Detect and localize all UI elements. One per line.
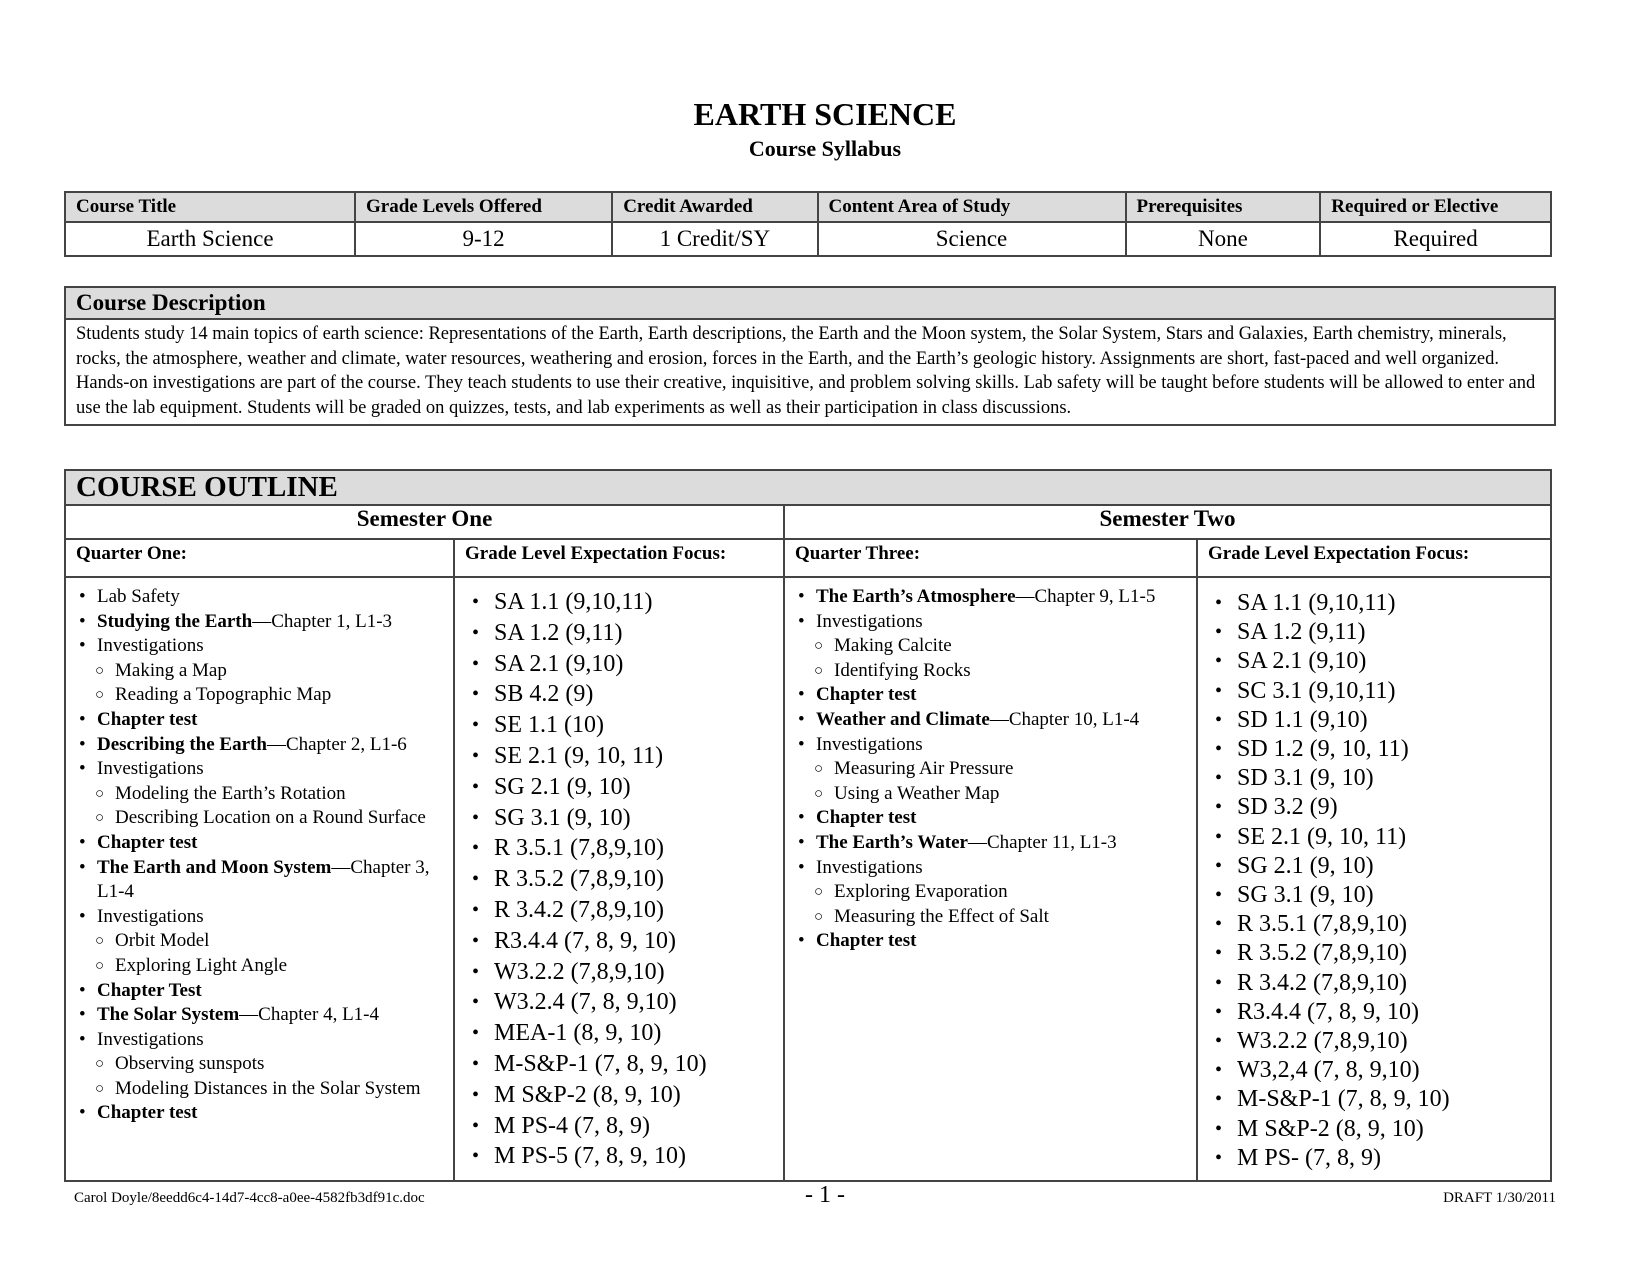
topic-item — [796, 929, 1195, 954]
course-info-value-row — [65, 222, 1551, 256]
gle-item: • SB 4.2 (9) — [466, 679, 782, 710]
quarter-three-heading: Quarter Three: — [784, 539, 1197, 577]
topic-title: Chapter test — [97, 1102, 198, 1124]
topic-subitem — [77, 782, 452, 807]
gle-item: • M S&P-2 (8, 9, 10) — [1209, 1115, 1549, 1144]
gle-item: • W3.2.2 (7,8,9,10) — [1209, 1027, 1549, 1056]
gle-item: • SA 1.1 (9,10,11) — [466, 587, 782, 618]
course-description-box — [64, 286, 1556, 426]
topic-subitem — [796, 782, 1195, 807]
quarter-one-heading: Quarter One: — [65, 539, 454, 577]
course-info-value: 9-12 — [355, 222, 612, 256]
gle-item: • SD 3.2 (9) — [1209, 793, 1549, 822]
topic-text: Exploring Evaporation — [834, 881, 1008, 903]
gle-item: • R3.4.4 (7, 8, 9, 10) — [1209, 998, 1549, 1027]
document-subtitle: Course Syllabus — [748, 136, 902, 161]
gle-item: • M S&P-2 (8, 9, 10) — [466, 1080, 782, 1111]
topic-subitem — [77, 806, 452, 831]
topic-item — [796, 733, 1195, 758]
topic-subitem — [796, 659, 1195, 684]
topic-title: Describing the Earth — [97, 733, 267, 755]
course-info-header: Prerequisites — [1126, 192, 1321, 222]
gle-item: • R 3.5.2 (7,8,9,10) — [466, 864, 782, 895]
topic-item — [77, 979, 452, 1004]
q3-gle-cell — [1197, 577, 1551, 1181]
gle-item: • SE 2.1 (9, 10, 11) — [466, 741, 782, 772]
topic-text: —Chapter 1, L1-3 — [252, 610, 393, 632]
course-info-header: Grade Levels Offered — [355, 192, 612, 222]
course-info-header: Credit Awarded — [612, 192, 817, 222]
topic-item — [77, 1003, 452, 1028]
gle-item: • SC 3.1 (9,10,11) — [1209, 677, 1549, 706]
topic-title: The Earth and Moon System — [97, 856, 332, 878]
gle-item: • SA 1.1 (9,10,11) — [1209, 589, 1549, 618]
gle-item: • M-S&P-1 (7, 8, 9, 10) — [466, 1049, 782, 1080]
q1-gle-heading: Grade Level Expectation Focus: — [454, 539, 784, 577]
topic-text: Investigations — [816, 610, 923, 632]
topic-item — [77, 585, 452, 610]
course-description-heading: Course Description — [66, 288, 1554, 320]
topic-subitem — [796, 905, 1195, 930]
topic-subitem — [77, 929, 452, 954]
footer-filename: Carol Doyle/8eedd6c4-14d7-4cc8-a0ee-4582fb3df91c.doc — [74, 1190, 425, 1206]
topic-item — [77, 831, 452, 856]
course-info-value: 1 Credit/SY — [612, 222, 817, 256]
topic-text: Investigations — [97, 758, 204, 780]
topic-title: Chapter test — [97, 831, 198, 853]
topic-text: Investigations — [816, 733, 923, 755]
q3-topics-cell — [784, 577, 1197, 1181]
topic-item — [796, 708, 1195, 733]
topic-subitem — [77, 659, 452, 684]
gle-item: • R 3.4.2 (7,8,9,10) — [466, 895, 782, 926]
semester-one-heading: Semester One — [65, 505, 784, 539]
topic-subitem — [796, 880, 1195, 905]
footer-page-number: - 1 - — [805, 1182, 845, 1208]
topic-item — [77, 708, 452, 733]
topic-subitem — [796, 634, 1195, 659]
topic-item — [77, 757, 452, 782]
topic-subitem — [77, 1077, 452, 1102]
topic-item — [77, 1101, 452, 1126]
topic-item — [77, 856, 452, 905]
topic-text: Reading a Topographic Map — [115, 684, 332, 706]
q3-topics-list — [786, 579, 1195, 958]
topic-item — [796, 610, 1195, 635]
topic-title: The Solar System — [97, 1004, 240, 1026]
topic-text: Exploring Light Angle — [115, 954, 288, 976]
topic-subitem — [796, 757, 1195, 782]
topic-text: Investigations — [97, 1028, 204, 1050]
q1-gle-cell — [454, 577, 784, 1181]
topic-text: —Chapter 3, L1-4 — [97, 856, 430, 903]
gle-item: • SA 1.2 (9,11) — [466, 618, 782, 649]
topic-text: —Chapter 10, L1-4 — [989, 708, 1140, 730]
topic-item — [796, 856, 1195, 881]
gle-item: • SE 1.1 (10) — [466, 710, 782, 741]
topic-title: Chapter test — [816, 684, 917, 706]
course-info-value: None — [1126, 222, 1321, 256]
topic-text: Measuring the Effect of Salt — [834, 905, 1049, 927]
topic-text: —Chapter 2, L1-6 — [266, 733, 407, 755]
topic-item — [796, 683, 1195, 708]
gle-item: • SA 1.2 (9,11) — [1209, 618, 1549, 647]
course-info-header: Course Title — [65, 192, 355, 222]
topic-item — [77, 733, 452, 758]
gle-item: • MEA-1 (8, 9, 10) — [466, 1018, 782, 1049]
gle-item: • R3.4.4 (7, 8, 9, 10) — [466, 926, 782, 957]
course-info-header-row — [65, 192, 1551, 222]
topic-text: Measuring Air Pressure — [834, 758, 1014, 780]
gle-item: • SA 2.1 (9,10) — [1209, 647, 1549, 676]
topic-text: Investigations — [97, 635, 204, 657]
topic-text: —Chapter 11, L1-3 — [968, 831, 1117, 853]
topic-text: Modeling the Earth’s Rotation — [115, 782, 346, 804]
topic-item — [77, 610, 452, 635]
gle-item: • M-S&P-1 (7, 8, 9, 10) — [1209, 1085, 1549, 1114]
topic-text: —Chapter 4, L1-4 — [239, 1004, 379, 1026]
gle-item: • R 3.5.1 (7,8,9,10) — [1209, 910, 1549, 939]
gle-item: • R 3.4.2 (7,8,9,10) — [1209, 969, 1549, 998]
topic-text: Making Calcite — [834, 635, 952, 657]
topic-text: Lab Safety — [97, 586, 180, 607]
topic-title: The Earth’s Water — [816, 831, 968, 853]
topic-subitem — [77, 683, 452, 708]
topic-text: Making a Map — [115, 659, 227, 681]
topic-text: Describing Location on a Round Surface — [115, 807, 426, 829]
topic-item — [77, 1028, 452, 1053]
q3-gle-list — [1199, 579, 1549, 1173]
gle-item: • M PS- (7, 8, 9) — [1209, 1144, 1549, 1173]
course-info-header: Content Area of Study — [818, 192, 1126, 222]
course-outline-table — [64, 469, 1552, 1182]
topic-text: Modeling Distances in the Solar System — [115, 1077, 421, 1099]
course-info-table — [64, 191, 1552, 257]
gle-item: • W3.2.4 (7, 8, 9,10) — [466, 987, 782, 1018]
gle-item: • SG 3.1 (9, 10) — [466, 803, 782, 834]
footer-draft-date: DRAFT 1/30/2011 — [1443, 1190, 1556, 1206]
course-outline-heading: COURSE OUTLINE — [65, 470, 1551, 505]
topic-text: Orbit Model — [115, 930, 210, 952]
q1-gle-list — [456, 579, 782, 1172]
q3-gle-heading: Grade Level Expectation Focus: — [1197, 539, 1551, 577]
topic-text: Using a Weather Map — [834, 782, 1000, 804]
gle-item: • SA 2.1 (9,10) — [466, 649, 782, 680]
gle-item: • SE 2.1 (9, 10, 11) — [1209, 823, 1549, 852]
topic-subitem — [77, 954, 452, 979]
topic-item — [796, 585, 1195, 610]
gle-item: • SD 1.2 (9, 10, 11) — [1209, 735, 1549, 764]
gle-item: • W3,2,4 (7, 8, 9,10) — [1209, 1056, 1549, 1085]
topic-text: Investigations — [816, 856, 923, 878]
topic-title: Weather and Climate — [816, 708, 990, 730]
gle-item: • M PS-5 (7, 8, 9, 10) — [466, 1141, 782, 1172]
course-info-value: Science — [818, 222, 1126, 256]
topic-title: Studying the Earth — [97, 610, 253, 632]
gle-item: • SG 2.1 (9, 10) — [1209, 852, 1549, 881]
topic-title: Chapter test — [816, 807, 917, 829]
course-description-text: Students study 14 main topics of earth science: Representations of the Earth, Earth descriptions, the Earth and the Moon system, the Solar System, Stars and Galaxies, Earth chemistry, minerals, rocks, the atmosphere, weather and climate, water resources, weathering and erosion, forces in the Earth, and the Earth’s geologic history. Assignments are short, fast-paced and well organized. Hands-on investigations are part of the course. They teach students to use their creative, inquisitive, and problem solving skills. Lab safety will be taught before students will be allowed to enter and use the lab equipment. Students will be graded on quizzes, tests, and lab experiments as well as their participation in class discussions. — [76, 324, 1536, 418]
topic-item — [77, 634, 452, 659]
document-title: EARTH SCIENCE — [693, 96, 957, 132]
gle-item: • W3.2.2 (7,8,9,10) — [466, 957, 782, 988]
q1-topics-list — [67, 579, 452, 1130]
topic-item — [796, 831, 1195, 856]
gle-item: • R 3.5.2 (7,8,9,10) — [1209, 939, 1549, 968]
topic-title: Chapter test — [97, 708, 198, 730]
course-info-header: Required or Elective — [1320, 192, 1551, 222]
semester-two-heading: Semester Two — [784, 505, 1551, 539]
gle-item: • SD 1.1 (9,10) — [1209, 706, 1549, 735]
course-info-value: Earth Science — [65, 222, 355, 256]
topic-item — [796, 806, 1195, 831]
topic-title: Chapter test — [816, 930, 917, 952]
topic-text: —Chapter 9, L1-5 — [1015, 586, 1156, 607]
q1-topics-cell — [65, 577, 454, 1181]
gle-item: • SG 2.1 (9, 10) — [466, 772, 782, 803]
topic-text: Investigations — [97, 905, 204, 927]
gle-item: • SD 3.1 (9, 10) — [1209, 764, 1549, 793]
gle-item: • M PS-4 (7, 8, 9) — [466, 1111, 782, 1142]
topic-item — [77, 905, 452, 930]
topic-title: The Earth’s Atmosphere — [816, 586, 1016, 607]
topic-subitem — [77, 1052, 452, 1077]
topic-text: Identifying Rocks — [834, 659, 971, 681]
gle-item: • SG 3.1 (9, 10) — [1209, 881, 1549, 910]
course-info-value: Required — [1320, 222, 1551, 256]
topic-text: Observing sunspots — [115, 1053, 265, 1075]
gle-item: • R 3.5.1 (7,8,9,10) — [466, 833, 782, 864]
topic-title: Chapter Test — [97, 979, 202, 1001]
